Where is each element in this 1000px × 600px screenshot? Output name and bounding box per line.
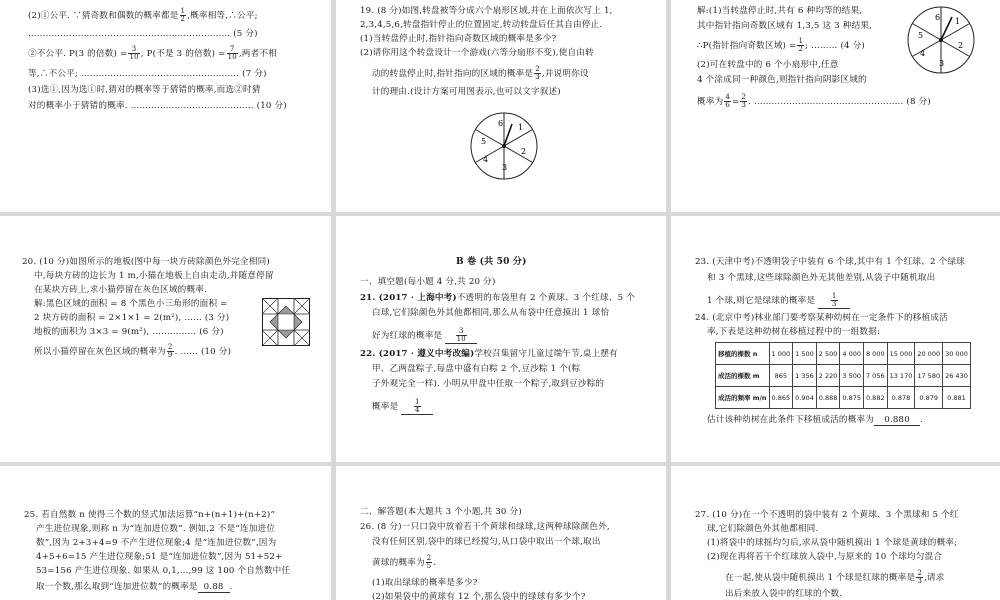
fraction: $\frac{1}{3}$ bbox=[831, 292, 837, 308]
text-line: 产生进位现象,则称 n 为“连加进位数”. 例如,2 不是“连加进位 bbox=[36, 524, 276, 534]
answer-blank bbox=[401, 399, 433, 415]
sector-label: 3 bbox=[502, 163, 508, 172]
sector-label: 1 bbox=[955, 17, 961, 26]
table-cell: 0.879 bbox=[915, 387, 943, 409]
text-line: (2)可在转盘中的 6 个小扇形中,任意 bbox=[697, 60, 839, 70]
text-line: 2 块方砖的面积 = 2×1×1 = 2(m²), …… (3 分) bbox=[34, 313, 230, 323]
table-cell: 2 500 bbox=[816, 343, 840, 365]
text-line: 24. (北京中考)林业部门要考察某种幼树在一定条件下的移植成活 bbox=[695, 313, 948, 323]
sector-label: 4 bbox=[920, 49, 926, 58]
table-cell: 865 bbox=[769, 365, 793, 387]
answer-blank bbox=[818, 293, 850, 309]
table-cell: 30 000 bbox=[943, 343, 971, 365]
text-line: 27. (10 分)在一个不透明的袋中装有 2 个黄球、3 个黑球和 5 个红 bbox=[695, 510, 959, 520]
fraction: $\frac{1}{4}$ bbox=[415, 398, 420, 414]
fraction: $\frac{3}{10}$ bbox=[129, 45, 139, 61]
text-line: 22. (2017 · 遵义中考改编)学校召集留守儿童过端午节,桌上摆有 bbox=[360, 349, 618, 359]
text-line: 在一起,使从袋中随机摸出 1 个球是红球的概率是 $\frac{2}{3}$ ,请求 bbox=[725, 569, 945, 585]
table-cell: 8 000 bbox=[863, 343, 887, 365]
text-line: 动的转盘停止时,指针指向的区域的概率是 $\frac{2}{3}$ ,并说明你设 bbox=[372, 65, 589, 81]
sector-label: 2 bbox=[521, 147, 527, 156]
text-line: (1)取出绿球的概率是多少? bbox=[372, 578, 478, 588]
panel-question-26 bbox=[336, 466, 666, 600]
text-line: 地板的面积为 3×3 = 9(m²), …………… (6 分) bbox=[34, 327, 224, 337]
fraction: $\frac{4}{6}$ bbox=[725, 93, 731, 109]
text-line: 4+5+6=15 产生进位现象;51 是“连加进位数”,因为 51+52+ bbox=[36, 552, 283, 562]
text-line: 白球,它们除颜色外其他都相同,那么从布袋中任意摸出 1 球恰 bbox=[372, 308, 610, 318]
text-line: (2)①公平. ∵猜奇数和偶数的概率都是 $\frac{1}{2}$ ,概率相等,∴公平; bbox=[28, 7, 258, 23]
panel-question-27 bbox=[671, 466, 1000, 600]
row-header: 成活的频率 m/n bbox=[716, 387, 770, 409]
panel-answer-19 bbox=[671, 0, 1000, 212]
text-line: ②不公平. P(3 的倍数) = $\frac{3}{10}$ , P(不是 3 的倍数) = $\frac{7}{10}$ ,两者不相 bbox=[28, 45, 277, 61]
fraction: $\frac{3}{10}$ bbox=[456, 327, 466, 343]
table-cell: 26 430 bbox=[943, 365, 971, 387]
text-line: 在某块方砖上,求小猫停留在灰色区域的概率. bbox=[34, 285, 207, 295]
table-cell: 7 056 bbox=[863, 365, 887, 387]
table-cell: 0.865 bbox=[769, 387, 793, 409]
table-cell: 1 356 bbox=[793, 365, 817, 387]
text-line: 19. (8 分)如图,转盘被等分成六个扇形区域,并在上面依次写上 1, bbox=[360, 6, 613, 16]
text-line: 25. 若自然数 n 使得三个数的竖式加法运算“n+(n+1)+(n+2)” bbox=[24, 510, 276, 520]
sector-label: 4 bbox=[483, 155, 489, 164]
table-cell: 2 220 bbox=[816, 365, 840, 387]
fraction: $\frac{7}{10}$ bbox=[227, 45, 237, 61]
text-line: (1)将袋中的球摇均匀后,求从袋中随机摸出 1 个球是黄球的概率; bbox=[707, 538, 958, 548]
text-line: 概率为 $\frac{4}{6}$ = $\frac{2}{3}$ . …………………………………………… (8 分) bbox=[697, 93, 931, 109]
text-line: 所以小猫停留在灰色区域的概率为 $\frac{2}{9}$ . …… (10 分) bbox=[34, 343, 232, 359]
text-line: 出后来放入袋中的红球的个数. bbox=[725, 589, 843, 599]
section-title: B 卷 (共 50 分) bbox=[456, 257, 527, 267]
text-line: 没有任何区别,袋中的球已经搅匀,从口袋中取出一个球,取出 bbox=[372, 537, 601, 547]
text-line: 其中指针指向奇数区域有 1,3,5 这 3 种结果, bbox=[697, 21, 873, 31]
panel-answer-18 bbox=[0, 0, 331, 212]
sector-label: 1 bbox=[518, 123, 524, 132]
fraction: $\frac{1}{2}$ bbox=[798, 37, 804, 53]
fraction: $\frac{1}{2}$ bbox=[180, 7, 186, 23]
text-line: 计的理由.(设计方案可用图表示,也可以文字叙述) bbox=[372, 87, 561, 97]
section-heading: 二、解答题(本大题共 3 个小题,共 30 分) bbox=[360, 507, 522, 517]
text-line: 20. (10 分)如图所示的地板(图中每一块方砖除颜色外完全相同) bbox=[22, 257, 270, 267]
text-line: 估计该种幼树在此条件下移植成活的概率为 0.880 . bbox=[707, 415, 924, 425]
table-cell: 3 500 bbox=[840, 365, 864, 387]
text-line: (1)当转盘停止时,指针指向奇数区域的概率是多少? bbox=[360, 34, 557, 44]
table-row bbox=[716, 343, 971, 365]
answer-blank: 0.88 bbox=[198, 583, 230, 593]
sector-label: 5 bbox=[481, 137, 487, 146]
text-line: 好为红球的概率是 $\frac{3}{10}$ bbox=[372, 328, 477, 344]
answer-blank: 0.880 bbox=[874, 416, 920, 426]
text-line: 解:黑色区域的面积 = 8 个黑色小三角形的面积 = bbox=[34, 299, 228, 309]
sector-label: 2 bbox=[958, 41, 964, 50]
table-cell: 17 580 bbox=[915, 365, 943, 387]
section-heading: 一、填空题(每小题 4 分,共 20 分) bbox=[360, 277, 496, 287]
table-row bbox=[716, 365, 971, 387]
text-line: 和 3 个黑球,这些球除颜色外无其他差别,从袋子中随机取出 bbox=[707, 273, 936, 283]
sector-label: 6 bbox=[935, 13, 941, 22]
table-cell: 15 000 bbox=[887, 343, 915, 365]
text-line: 2,3,4,5,6,转盘指针停止的位置固定,转动转盘后任其自由停止. bbox=[360, 20, 603, 30]
spinner-wheel-figure bbox=[468, 110, 540, 182]
fraction: $\frac{2}{9}$ bbox=[167, 343, 173, 359]
text-line: (2)请你用这个转盘设计一个游戏(六等分扇形不变),使自由转 bbox=[360, 48, 594, 58]
panel-section-b bbox=[336, 216, 666, 462]
text-line: (2)如果袋中的黄球有 12 个,那么袋中的绿球有多少个? bbox=[372, 592, 586, 600]
text-line: 中,每块方砖的边长为 1 m,小猫在地板上自由走动,并随意停留 bbox=[34, 271, 274, 281]
sector-label: 3 bbox=[939, 59, 945, 68]
table-cell: 4 000 bbox=[840, 343, 864, 365]
text-line: 53=156 产生进位现象. 如果从 0,1,…,99 这 100 个自然数中任 bbox=[36, 566, 291, 576]
panel-questions-23-24 bbox=[671, 216, 1000, 462]
text-line: 21. (2017 · 上海中考)不透明的布袋里有 2 个黄球、3 个红球、5 个 bbox=[360, 293, 635, 303]
table-cell: 13 170 bbox=[887, 365, 915, 387]
sector-label: 6 bbox=[498, 119, 504, 128]
table-cell: 0.875 bbox=[840, 387, 864, 409]
text-line: 23. (天津中考)不透明袋子中装有 6 个球,其中有 1 个红球、2 个绿球 bbox=[695, 257, 965, 267]
table-cell: 20 000 bbox=[915, 343, 943, 365]
text-line: (3)选①,因为选①时,猜对的概率等于猜错的概率,而选②时猜 bbox=[28, 85, 261, 95]
text-line: 率,下表是这种幼树在移植过程中的一组数据: bbox=[707, 327, 881, 337]
table-cell: 0.882 bbox=[863, 387, 887, 409]
text-line: 黄球的概率为 $\frac{2}{5}$ . bbox=[372, 554, 437, 570]
table-cell: 0.888 bbox=[816, 387, 840, 409]
text-line: 子外观完全一样). 小明从甲盘中任取一个粽子,取到豆沙粽的 bbox=[372, 379, 605, 389]
text-line: 等,∴不公平; ……………………………………………… (7 分) bbox=[28, 69, 267, 79]
text-line: 解:(1)当转盘停止时,共有 6 种均等的结果, bbox=[697, 6, 863, 16]
answer-blank bbox=[445, 328, 477, 344]
table-cell: 0.881 bbox=[943, 387, 971, 409]
panel-question-25 bbox=[0, 466, 331, 600]
transplant-data-table bbox=[715, 342, 971, 409]
row-header: 成活的棵数 m bbox=[716, 365, 770, 387]
sector-label: 5 bbox=[918, 31, 924, 40]
text-line: 对的概率小于猜错的概率. …………………………………… (10 分) bbox=[28, 101, 287, 111]
table-cell: 1 000 bbox=[769, 343, 793, 365]
text-line: (2)现在再将若干个红球放入袋中,与原来的 10 个球均匀混合 bbox=[707, 552, 943, 562]
text-line: 4 个涂成同一种颜色,则指针指向阴影区域的 bbox=[697, 75, 867, 85]
table-cell: 0.878 bbox=[887, 387, 915, 409]
text-line: 甲、乙两盘粽子,每盘中盛有白粽 2 个,豆沙粽 1 个(粽 bbox=[372, 364, 581, 374]
table-cell: 1 500 bbox=[793, 343, 817, 365]
panel-question-20 bbox=[0, 216, 331, 462]
spinner-wheel-figure bbox=[905, 4, 977, 76]
text-line: 取一个数,那么取到“连加进位数”的概率是 0.88 . bbox=[36, 582, 233, 592]
table-row bbox=[716, 387, 971, 409]
text-line: 概率是 $\frac{1}{4}$ bbox=[372, 399, 433, 415]
fraction: $\frac{2}{3}$ bbox=[535, 65, 540, 81]
row-header: 移植的棵数 n bbox=[716, 343, 770, 365]
floor-tile-figure bbox=[262, 298, 310, 346]
text-line: ∴P(指针指向奇数区域) = $\frac{1}{2}$ ; ……… (4 分) bbox=[697, 37, 865, 53]
text-line: …………………………………………………………… (5 分) bbox=[28, 29, 258, 39]
text-line: 球,它们除颜色外其他都相同. bbox=[707, 524, 819, 534]
fraction: $\frac{2}{5}$ bbox=[426, 554, 432, 570]
text-line: 26. (8 分)一只口袋中放着若干个黄球和绿球,这两种球除颜色外, bbox=[360, 522, 610, 532]
table-cell: 0.904 bbox=[793, 387, 817, 409]
panel-question-19 bbox=[336, 0, 666, 212]
fraction: $\frac{2}{3}$ bbox=[741, 93, 747, 109]
text-line: 数”,因为 2+3+4=9 不产生进位现象;4 是“连加进位数”,因为 bbox=[36, 538, 277, 548]
text-line: 1 个球,则它是绿球的概率是 $\frac{1}{3}$ bbox=[707, 293, 850, 309]
fraction: $\frac{2}{3}$ bbox=[917, 569, 922, 585]
